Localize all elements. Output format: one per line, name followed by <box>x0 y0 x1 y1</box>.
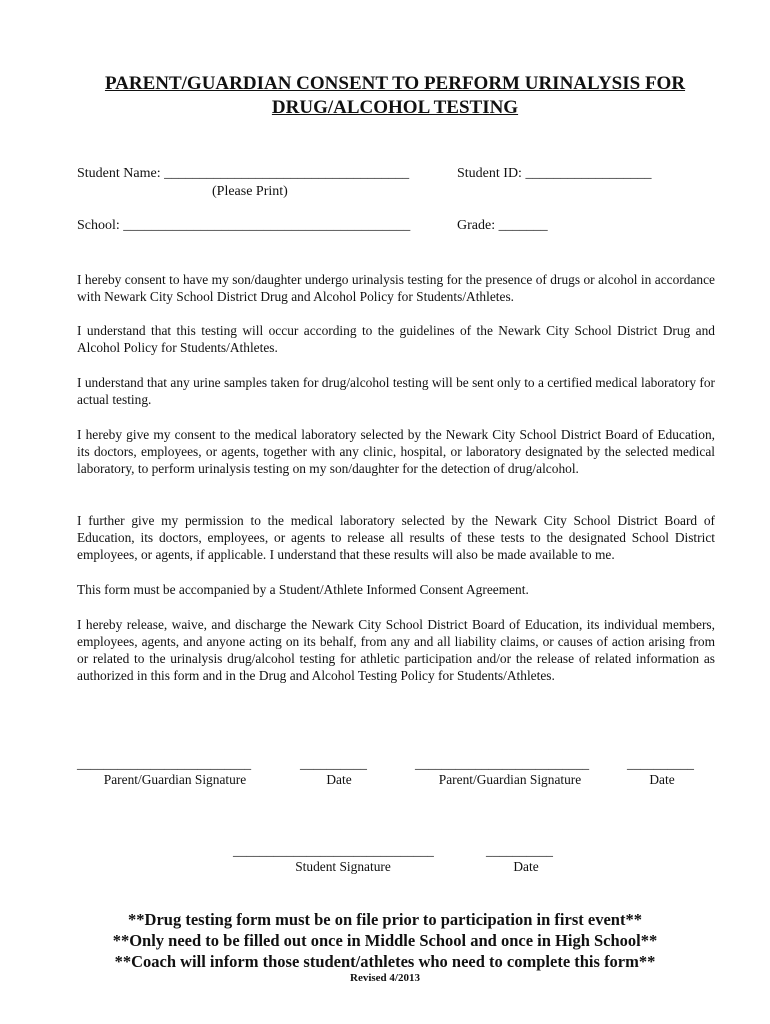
parent-signature-line-2[interactable]: __________________________ <box>415 756 590 771</box>
date-label-1: Date <box>326 772 352 787</box>
footer-note-3: **Coach will inform those student/athletes who need to complete this form** <box>114 952 656 971</box>
accompanied-form-paragraph: This form must be accompanied by a Student/Athlete Informed Consent Agreement. <box>77 582 529 597</box>
student-name-field[interactable]: Student Name: ___________________________________ <box>77 166 410 181</box>
parent-signature-label-2: Parent/Guardian Signature <box>438 772 582 787</box>
please-print-note: (Please Print) <box>212 184 288 199</box>
parent-signature-label-1: Parent/Guardian Signature <box>103 772 247 787</box>
date-line-1[interactable]: __________ <box>300 756 367 771</box>
parent-signature-line-1[interactable]: __________________________ <box>77 756 252 771</box>
release-results-paragraph: I further give my permission to the medical laboratory selected by the Newark City School District Board of Education, its doctors, employees, or agents to release all results of these tests to the designated School District employees, or agents, if applicable. I understand that these results will also be made available to me. <box>77 513 715 562</box>
school-field[interactable]: School: _________________________________________ <box>77 218 411 233</box>
footer-note-1: **Drug testing form must be on file prior to participation in first event** <box>128 910 642 929</box>
revised-date: Revised 4/2013 <box>350 972 420 984</box>
understand-guidelines-paragraph: I understand that this testing will occur according to the guidelines of the Newark City School District Drug and Alcohol Policy for Students/Athletes. <box>77 323 715 355</box>
grade-field[interactable]: Grade: _______ <box>457 218 548 233</box>
student-id-field[interactable]: Student ID: __________________ <box>457 166 652 181</box>
student-date-line[interactable]: __________ <box>486 843 553 858</box>
liability-release-paragraph: I hereby release, waive, and discharge the Newark City School District Board of Education, its individual members, employees, agents, and anyone acting on its behalf, from any and all liability claims, or causes of action arising from or related to the urinalysis drug/alcohol testing for athletic participation and/or the release of related information as authorized in this form and in the Drug and Alcohol Testing Policy for Students/Athletes. <box>77 617 715 683</box>
form-title-line-1: PARENT/GUARDIAN CONSENT TO PERFORM URINALYSIS FOR <box>104 73 686 94</box>
date-line-2[interactable]: __________ <box>627 756 694 771</box>
laboratory-consent-paragraph: I hereby give my consent to the medical laboratory selected by the Newark City School District Board of Education, its doctors, employees, or agents, together with any clinic, hospital, or laboratory designated by the selected medical laboratory, to perform urinalysis testing on my son/daughter for the detection of drug/alcohol. <box>77 427 715 476</box>
form-title-line-2: DRUG/ALCOHOL TESTING <box>271 97 519 118</box>
date-label-2: Date <box>649 772 675 787</box>
footer-note-2: **Only need to be filled out once in Middle School and once in High School** <box>112 931 658 950</box>
consent-paragraph: I hereby consent to have my son/daughter undergo urinalysis testing for the presence of drugs or alcohol in accordance with Newark City School District Drug and Alcohol Policy for Students/Athletes. <box>77 272 715 304</box>
student-signature-line[interactable]: ______________________________ <box>233 843 434 858</box>
student-date-label: Date <box>513 859 539 874</box>
student-signature-label: Student Signature <box>295 859 391 874</box>
urine-samples-paragraph: I understand that any urine samples taken for drug/alcohol testing will be sent only to a certified medical laboratory for actual testing. <box>77 375 715 407</box>
